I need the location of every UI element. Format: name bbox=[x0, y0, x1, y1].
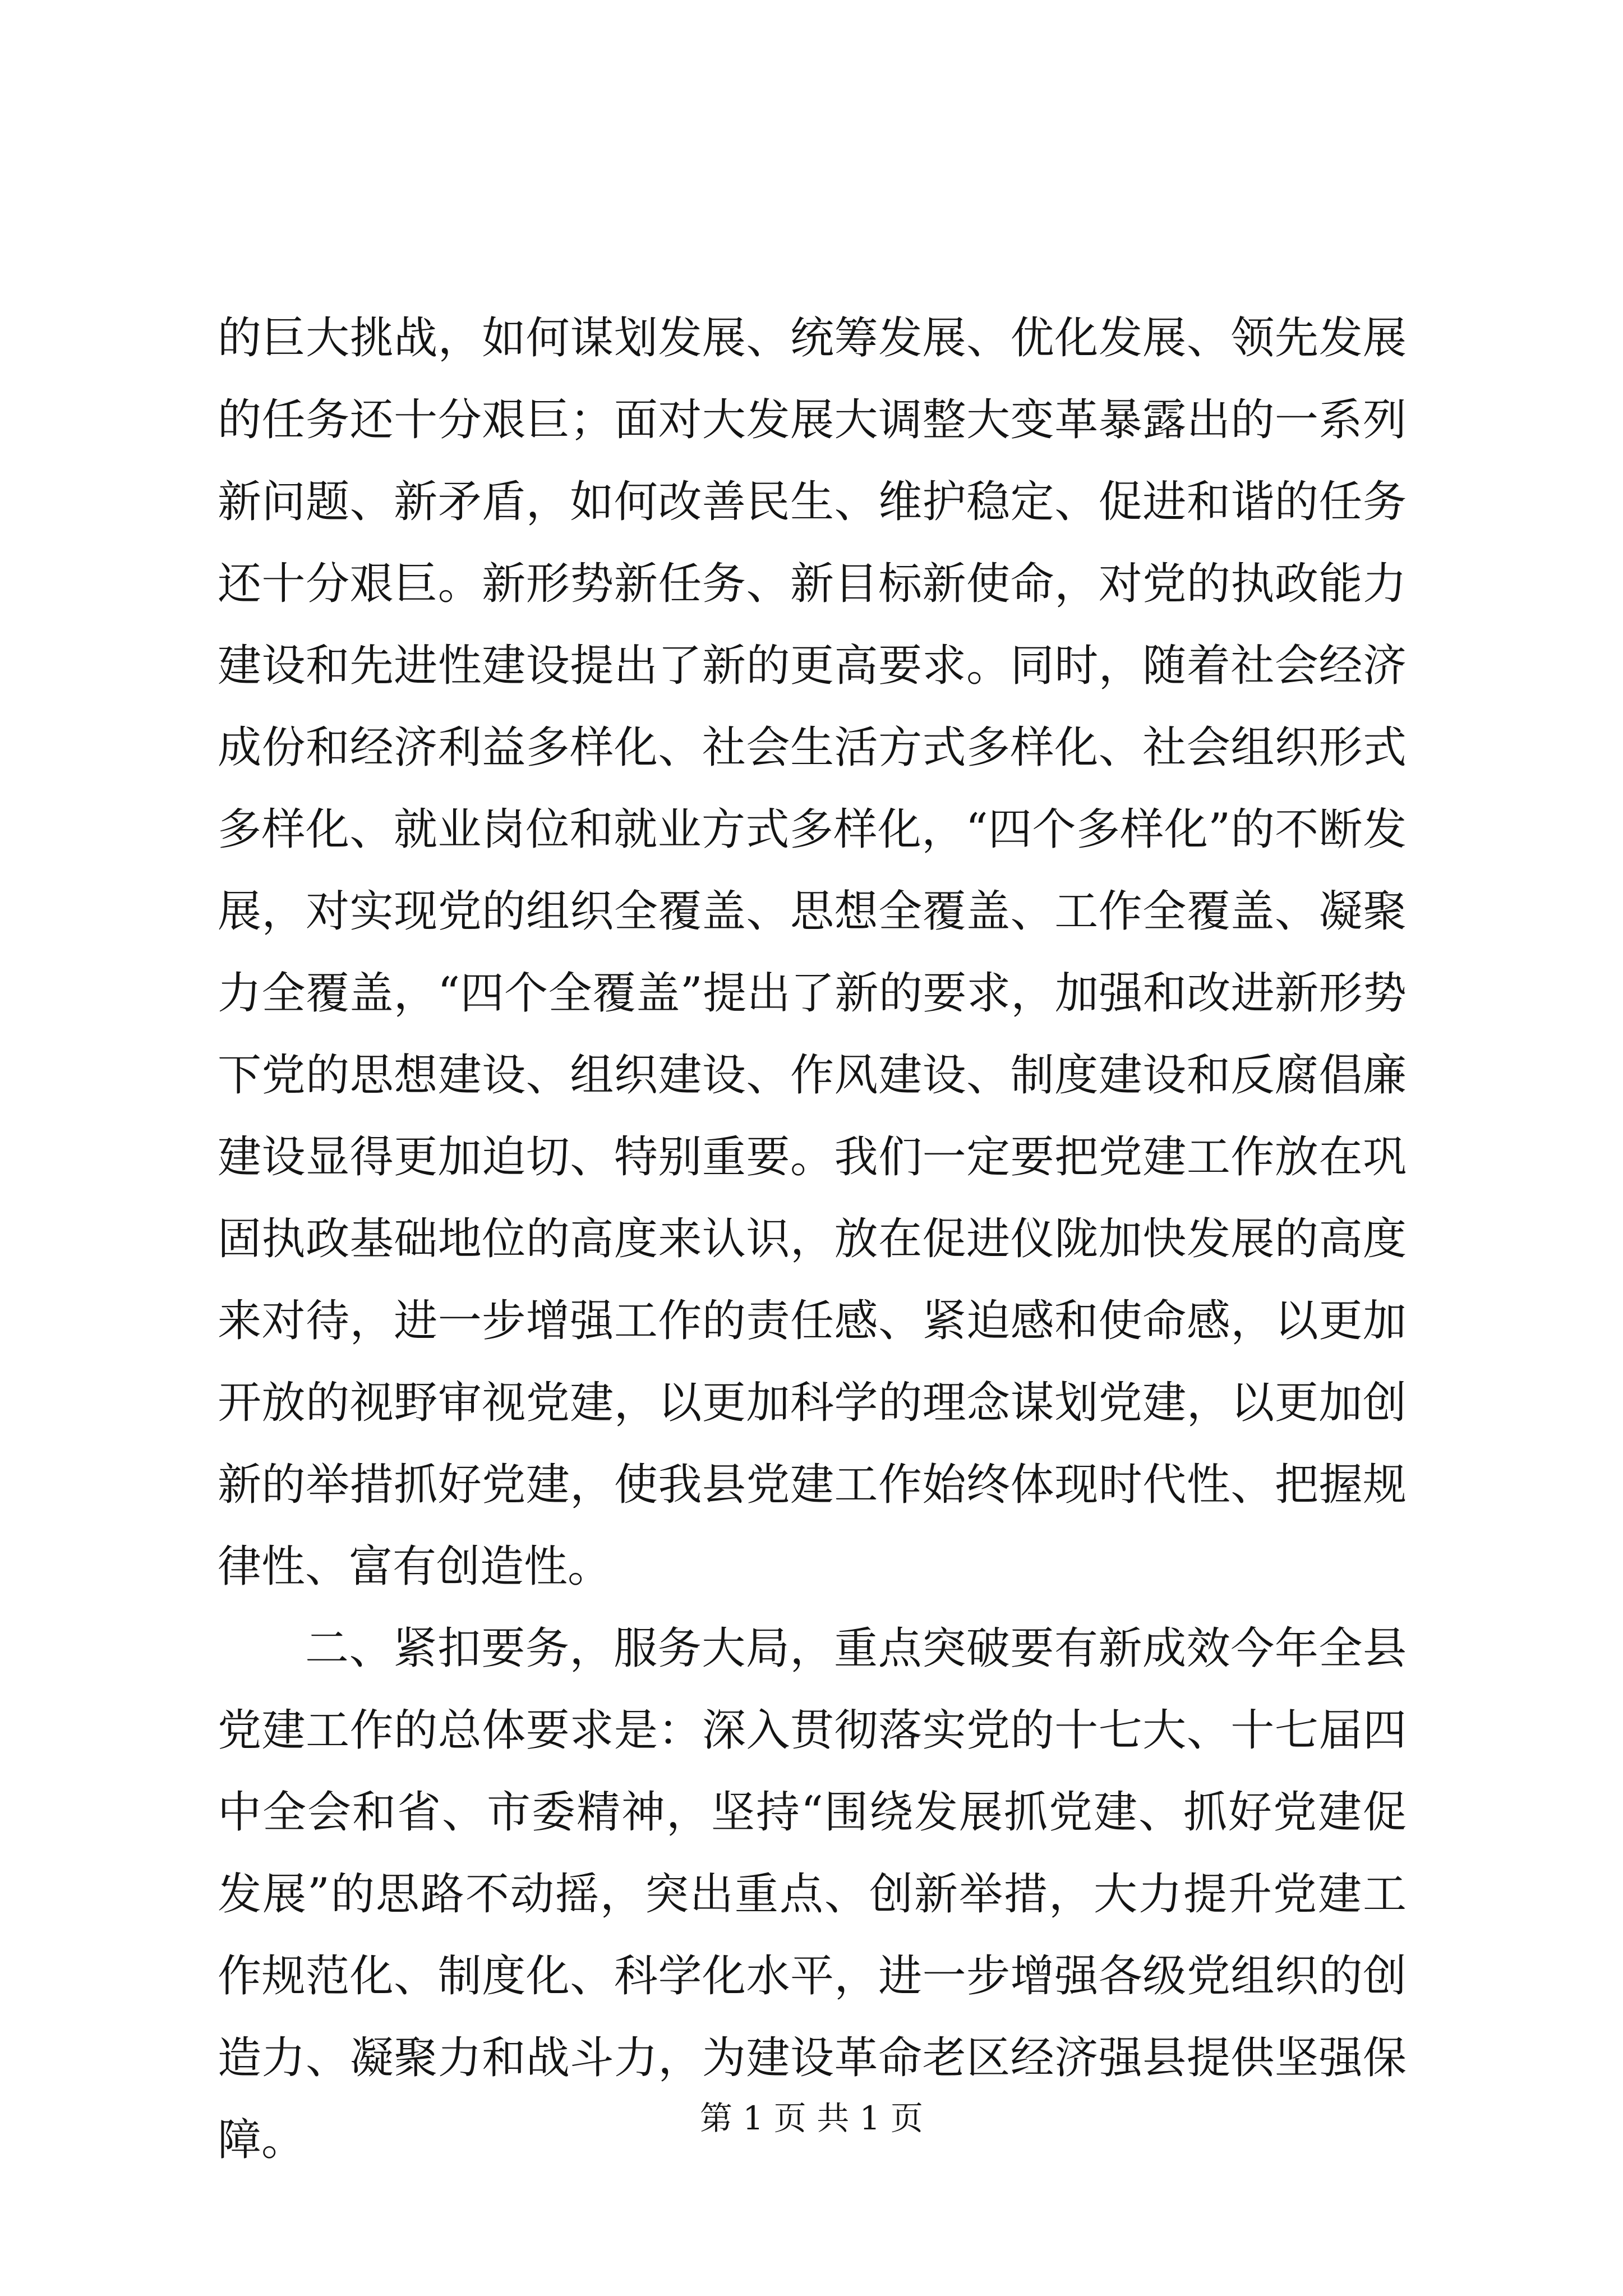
page-footer: 第 1 页 共 1 页 bbox=[700, 2099, 923, 2137]
document-body bbox=[218, 297, 1407, 2181]
paragraph-section-two: 二、紧扣要务，服务大局，重点突破要有新成效今年全县党建工作的总体要求是：深入贯彻落实党的十七大、十七届四中全会和省、市委精神，坚持“围绕发展抓党建、抓好党建促发展”的思路不动摇，突出重点、创新举措，大力提升党建工作规范化、制度化、科学化水平，进一步增强各级党组织的创造力、凝聚力和战斗力，为建设革命老区经济强县提供坚强保障。 bbox=[218, 1623, 1407, 2165]
paragraph-continuation: 的巨大挑战，如何谋划发展、统筹发展、优化发展、领先发展的任务还十分艰巨；面对大发展大调整大变革暴露出的一系列新问题、新矛盾，如何改善民生、维护稳定、促进和谐的任务还十分艰巨。新形势新任务、新目标新使命，对党的执政能力建设和先进性建设提出了新的更高要求。同时，随着社会经济成份和经济利益多样化、社会生活方式多样化、社会组织形式多样化、就业岗位和就业方式多样化，“四个多样化”的不断发展，对实现党的组织全覆盖、思想全覆盖、工作全覆盖、凝聚力全覆盖，“四个全覆盖”提出了新的要求，加强和改进新形势下党的思想建设、组织建设、作风建设、制度建设和反腐倡廉建设显得更加迫切、特别重要。我们一定要把党建工作放在巩固执政基础地位的高度来认识，放在促进仪陇加快发展的高度来对待，进一步增强工作的责任感、紧迫感和使命感，以更加开放的视野审视党建，以更加科学的理念谋划党建，以更加创新的举措抓好党建，使我县党建工作始终体现时代性、把握规律性、富有创造性。 bbox=[218, 313, 1407, 1592]
